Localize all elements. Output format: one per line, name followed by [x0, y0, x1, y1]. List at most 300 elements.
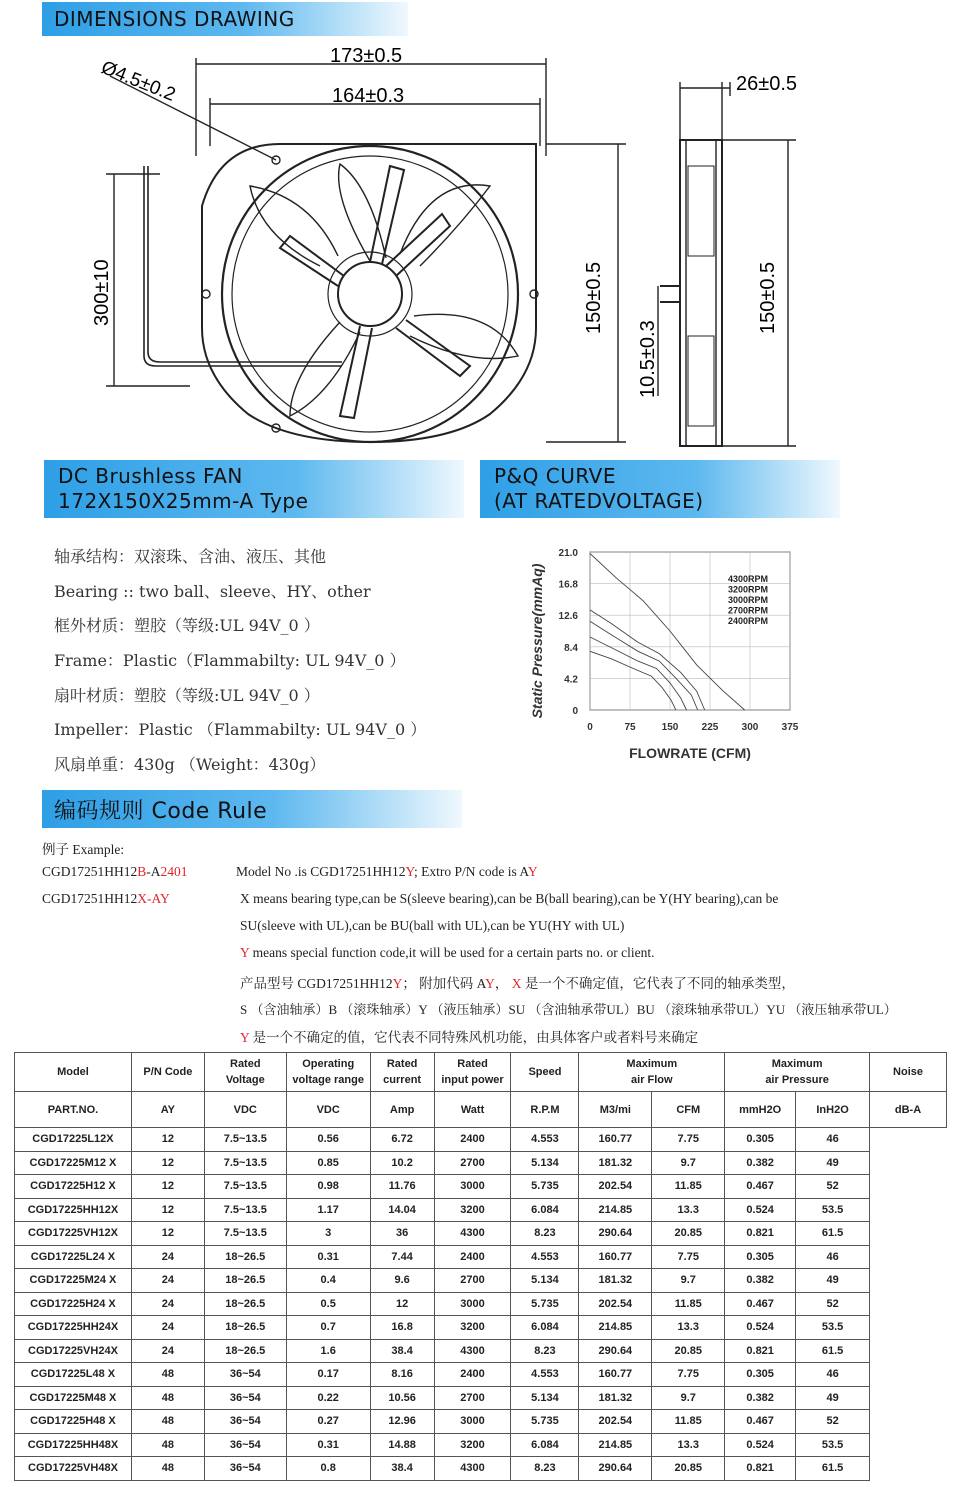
table-cell: 5.735 [511, 1410, 579, 1434]
table-cell: 0.31 [286, 1433, 370, 1457]
table-cell: 290.64 [579, 1457, 652, 1481]
x-tick-label: 150 [661, 722, 679, 733]
series-line-2700rpm [590, 637, 687, 710]
table-cell: 0.31 [286, 1245, 370, 1269]
line1-y2: Y [527, 864, 538, 879]
code-rule-line-3: SU(sleeve with UL),can be BU(ball with UL),can be YU(HY with UL) [240, 918, 625, 933]
y-tick-label: 16.8 [558, 579, 578, 591]
table-cell: 12 [131, 1222, 204, 1246]
table-cell: 4.553 [511, 1128, 579, 1152]
legend-label: 2700RPM [728, 605, 769, 616]
pq-title-line-2: (AT RATEDVOLTAGE) [494, 489, 704, 513]
table-cell: 20.85 [652, 1457, 725, 1481]
table-cell: 14.04 [370, 1198, 434, 1222]
table-cell: 61.5 [796, 1339, 870, 1363]
table-cell: 18~26.5 [204, 1245, 286, 1269]
dim-150-side-label: 150±0.5 [757, 261, 779, 334]
x-tick-label: 375 [781, 722, 799, 733]
table-cell: 5.134 [511, 1386, 579, 1410]
table-cell: 202.54 [579, 1410, 652, 1434]
table-cell: 46 [796, 1245, 870, 1269]
line4-y: Y [240, 945, 250, 960]
table-cell: 7.5~13.5 [204, 1151, 286, 1175]
table-cell: 0.467 [725, 1292, 796, 1316]
line1-a: Model No .is CGD17251HH12 [236, 864, 406, 879]
y-tick-label: 4.2 [564, 674, 578, 686]
table-cell: 202.54 [579, 1175, 652, 1199]
col-airflow [579, 1053, 725, 1092]
col-voltage-1: Rated [230, 1058, 261, 1070]
table-cell: 7.5~13.5 [204, 1128, 286, 1152]
table-cell: 0.524 [725, 1198, 796, 1222]
table-row [15, 1433, 947, 1457]
x-tick-label: 225 [701, 722, 719, 733]
table-row [15, 1386, 947, 1410]
legend-label: 3000RPM [728, 595, 769, 605]
table-cell: 0.4 [286, 1269, 370, 1293]
table-cell: 36~54 [204, 1363, 286, 1387]
table-cell: 18~26.5 [204, 1269, 286, 1293]
table-cell: 2400 [434, 1363, 511, 1387]
table-cell: 5.134 [511, 1269, 579, 1293]
code-example-2 [42, 891, 170, 907]
table-cell: 12 [131, 1198, 204, 1222]
table-row [15, 1245, 947, 1269]
line7-text: 是一个不确定的值，它代表不同特殊风机功能，由具体客户或者料号来确定 [249, 1030, 699, 1045]
dim-300-label: 300±10 [91, 259, 113, 326]
table-row [15, 1128, 947, 1152]
table-cell: 0.305 [725, 1128, 796, 1152]
table-cell: 36 [370, 1222, 434, 1246]
table-cell: 4300 [434, 1339, 511, 1363]
table-cell: 5.134 [511, 1151, 579, 1175]
table-cell: 0.17 [286, 1363, 370, 1387]
table-cell: 160.77 [579, 1363, 652, 1387]
part-number-cell: CGD17225H12 X [15, 1175, 132, 1199]
code-rule-title-text: 编码规则 Code Rule [54, 798, 268, 824]
table-cell: 0.821 [725, 1339, 796, 1363]
x-tick-label: 0 [587, 722, 593, 733]
table-cell: 3200 [434, 1198, 511, 1222]
table-cell: 1.17 [286, 1198, 370, 1222]
table-cell: 36~54 [204, 1433, 286, 1457]
table-header-row [15, 1053, 947, 1092]
table-cell: 0.5 [286, 1292, 370, 1316]
col-pressure-2: air Pressure [765, 1074, 829, 1086]
pq-title-line-1: P&Q CURVE [494, 464, 616, 488]
unit-cfm: CFM [652, 1092, 725, 1128]
part-number-cell: CGD17225H48 X [15, 1410, 132, 1434]
table-cell: 2700 [434, 1269, 511, 1293]
table-cell: 7.5~13.5 [204, 1175, 286, 1199]
table-cell: 13.3 [652, 1316, 725, 1340]
table-cell: 2400 [434, 1128, 511, 1152]
col-pressure [725, 1053, 870, 1092]
x-axis-label: FLOWRATE (CFM) [629, 745, 751, 761]
y-tick-label: 0 [572, 706, 578, 717]
table-cell: 7.5~13.5 [204, 1198, 286, 1222]
table-row [15, 1363, 947, 1387]
unit-dba: dB-A [870, 1092, 947, 1128]
table-cell: 202.54 [579, 1292, 652, 1316]
table-cell: 52 [796, 1175, 870, 1199]
col-current-1: Rated [386, 1058, 418, 1070]
col-airflow-1: Maximum [626, 1058, 678, 1070]
table-cell: 290.64 [579, 1339, 652, 1363]
table-cell: 3000 [434, 1410, 511, 1434]
table-cell: 8.23 [511, 1457, 579, 1481]
table-cell: 0.467 [725, 1175, 796, 1199]
table-cell: 0.56 [286, 1128, 370, 1152]
spec-weight: 风扇单重：430g （Weight：430g） [54, 755, 326, 775]
part-number-cell: CGD17225VH48X [15, 1457, 132, 1481]
code-rule-title [42, 790, 462, 828]
spec-frame-cn: 框外材质：塑胶（等级:UL 94V_0 ） [54, 616, 320, 636]
table-cell: 9.7 [652, 1386, 725, 1410]
table-cell: 10.56 [370, 1386, 434, 1410]
table-cell: 7.75 [652, 1128, 725, 1152]
series-line-2400rpm [590, 651, 676, 710]
table-cell: 181.32 [579, 1386, 652, 1410]
table-cell: 16.8 [370, 1316, 434, 1340]
table-cell: 8.23 [511, 1339, 579, 1363]
fan-title-line-1: DC Brushless FAN [58, 464, 243, 488]
table-cell: 290.64 [579, 1222, 652, 1246]
table-cell: 9.6 [370, 1269, 434, 1293]
table-cell: 0.85 [286, 1151, 370, 1175]
col-current [370, 1053, 434, 1092]
table-cell: 46 [796, 1128, 870, 1152]
table-cell: 3200 [434, 1316, 511, 1340]
table-cell: 4300 [434, 1222, 511, 1246]
table-cell: 0.7 [286, 1316, 370, 1340]
table-cell: 13.3 [652, 1198, 725, 1222]
table-cell: 18~26.5 [204, 1316, 286, 1340]
table-cell: 5.735 [511, 1175, 579, 1199]
line7-y: Y [240, 1030, 250, 1045]
ex1-red-2: 2401 [160, 864, 188, 879]
table-row [15, 1292, 947, 1316]
table-cell: 3000 [434, 1175, 511, 1199]
code-rule-line-7 [240, 1026, 698, 1046]
unit-vdc-2: VDC [286, 1092, 370, 1128]
table-cell: 12.96 [370, 1410, 434, 1434]
table-cell: 6.084 [511, 1433, 579, 1457]
line5-b: ； 附加代码 A [402, 976, 486, 991]
spec-list [54, 540, 474, 783]
unit-m3: M3/mi [579, 1092, 652, 1128]
table-cell: 6.084 [511, 1316, 579, 1340]
code-example-1 [42, 864, 188, 880]
part-number-cell: CGD17225VH12X [15, 1222, 132, 1246]
table-cell: 3000 [434, 1292, 511, 1316]
table-cell: 48 [131, 1433, 204, 1457]
dim-150-front-label: 150±0.5 [583, 261, 605, 334]
table-cell: 48 [131, 1410, 204, 1434]
table-row [15, 1269, 947, 1293]
line5-c: ， [494, 976, 512, 991]
code-rule-line-4 [240, 945, 655, 961]
table-cell: 13.3 [652, 1433, 725, 1457]
pq-curve-chart [520, 538, 820, 770]
legend-label: 3200RPM [728, 584, 769, 595]
table-cell: 38.4 [370, 1457, 434, 1481]
ex1-dash: -A [146, 864, 161, 879]
spec-table [14, 1052, 947, 1481]
table-cell: 181.32 [579, 1151, 652, 1175]
table-cell: 11.76 [370, 1175, 434, 1199]
part-number-cell: CGD17225M48 X [15, 1386, 132, 1410]
part-number-cell: CGD17225L48 X [15, 1363, 132, 1387]
table-row [15, 1222, 947, 1246]
dim-26-label: 26±0.5 [736, 73, 798, 95]
line5-d: 是一个不确定值，它代表了不同的轴承类型， [521, 976, 795, 991]
part-number-cell: CGD17225HH12X [15, 1198, 132, 1222]
ex2-red: X-AY [137, 891, 170, 906]
spec-impeller-cn: 扇叶材质：塑胶（等级:UL 94V_0 ） [54, 685, 320, 705]
unit-mmh2o: mmH2O [725, 1092, 796, 1128]
table-cell: 9.7 [652, 1269, 725, 1293]
table-cell: 12 [131, 1151, 204, 1175]
table-row [15, 1316, 947, 1340]
part-number-cell: CGD17225HH24X [15, 1316, 132, 1340]
spec-frame-en: Frame：Plastic（Flammabilty: UL 94V_0 ） [54, 651, 406, 671]
pn-code-cell: AY [131, 1092, 204, 1128]
col-speed: Speed [511, 1053, 579, 1092]
unit-amp: Amp [370, 1092, 434, 1128]
y-tick-label: 21.0 [558, 548, 578, 559]
table-cell: 2700 [434, 1386, 511, 1410]
table-cell: 214.85 [579, 1198, 652, 1222]
table-cell: 11.85 [652, 1175, 725, 1199]
col-current-2: current [383, 1074, 422, 1086]
table-cell: 18~26.5 [204, 1339, 286, 1363]
col-range-1: Operating [302, 1058, 355, 1070]
y-axis-label: Static Pressure(mmAq) [529, 563, 545, 719]
col-power [434, 1053, 511, 1092]
table-cell: 20.85 [652, 1339, 725, 1363]
table-cell: 9.7 [652, 1151, 725, 1175]
table-cell: 53.5 [796, 1198, 870, 1222]
col-voltage-2: Voltage [225, 1074, 265, 1086]
ex1-base: CGD17251HH12 [42, 864, 138, 879]
series-line-3200rpm [590, 610, 705, 710]
line5-y: Y [392, 976, 403, 991]
fan-hub [338, 262, 402, 326]
table-cell: 24 [131, 1316, 204, 1340]
table-row [15, 1457, 947, 1481]
dim-173-label: 173±0.5 [330, 45, 403, 67]
table-cell: 53.5 [796, 1433, 870, 1457]
table-cell: 12 [370, 1292, 434, 1316]
table-cell: 0.821 [725, 1222, 796, 1246]
table-cell: 24 [131, 1292, 204, 1316]
table-cell: 12 [131, 1175, 204, 1199]
table-cell: 1.6 [286, 1339, 370, 1363]
table-cell: 14.88 [370, 1433, 434, 1457]
table-cell: 36~54 [204, 1457, 286, 1481]
table-cell: 4.553 [511, 1245, 579, 1269]
table-row [15, 1198, 947, 1222]
table-cell: 160.77 [579, 1245, 652, 1269]
table-cell: 38.4 [370, 1339, 434, 1363]
part-number-cell: CGD17225H24 X [15, 1292, 132, 1316]
table-cell: 0.821 [725, 1457, 796, 1481]
table-cell: 20.85 [652, 1222, 725, 1246]
fan-model-title [44, 460, 464, 518]
dim-164-label: 164±0.3 [332, 85, 405, 107]
part-number-cell: CGD17225L24 X [15, 1245, 132, 1269]
table-cell: 52 [796, 1410, 870, 1434]
fan-title-line-2: 172X150X25mm-A Type [58, 489, 309, 513]
table-cell: 0.22 [286, 1386, 370, 1410]
table-cell: 0.467 [725, 1410, 796, 1434]
table-cell: 0.382 [725, 1386, 796, 1410]
line5-a: 产品型号 CGD17251HH12 [240, 976, 393, 991]
table-cell: 2400 [434, 1245, 511, 1269]
code-rule-line-2: X means bearing type,can be S(sleeve bearing),can be B(ball bearing),can be Y(HY bearing),can be [240, 891, 779, 906]
table-cell: 49 [796, 1386, 870, 1410]
unit-inh2o: InH2O [796, 1092, 870, 1128]
table-cell: 7.75 [652, 1363, 725, 1387]
col-range-2: voltage range [292, 1074, 364, 1086]
table-row [15, 1175, 947, 1199]
table-cell: 48 [131, 1386, 204, 1410]
table-cell: 214.85 [579, 1316, 652, 1340]
table-row [15, 1151, 947, 1175]
part-number-cell: CGD17225L12X [15, 1128, 132, 1152]
col-voltage-range [286, 1053, 370, 1092]
line5-x: X [511, 976, 522, 991]
table-row [15, 1339, 947, 1363]
y-tick-label: 8.4 [564, 642, 578, 654]
table-cell: 181.32 [579, 1269, 652, 1293]
table-cell: 61.5 [796, 1457, 870, 1481]
code-rule-line-6: S （含油轴承）B （滚珠轴承）Y （液压轴承）SU （含油轴承带UL）BU （滚珠轴承带UL）YU （液压轴承带UL） [240, 1002, 897, 1017]
line1-y: Y [405, 864, 415, 879]
x-tick-label: 75 [624, 722, 636, 733]
dimension-drawing [70, 36, 830, 456]
table-cell: 10.2 [370, 1151, 434, 1175]
table-cell: 7.5~13.5 [204, 1222, 286, 1246]
x-tick-label: 300 [741, 722, 759, 733]
part-number-cell: CGD17225M24 X [15, 1269, 132, 1293]
col-power-2: input power [441, 1074, 504, 1086]
table-cell: 46 [796, 1363, 870, 1387]
y-tick-label: 12.6 [558, 611, 578, 623]
table-cell: 3200 [434, 1433, 511, 1457]
table-cell: 53.5 [796, 1316, 870, 1340]
table-cell: 4.553 [511, 1363, 579, 1387]
part-number-cell: CGD17225VH24X [15, 1339, 132, 1363]
table-cell: 0.8 [286, 1457, 370, 1481]
table-cell: 0.524 [725, 1433, 796, 1457]
table-cell: 52 [796, 1292, 870, 1316]
code-rule-line-1 [236, 864, 538, 880]
legend-label: 2400RPM [728, 616, 769, 626]
table-cell: 48 [131, 1363, 204, 1387]
col-model: Model [15, 1053, 132, 1092]
table-cell: 61.5 [796, 1222, 870, 1246]
table-cell: 160.77 [579, 1128, 652, 1152]
part-number-cell: CGD17225M12 X [15, 1151, 132, 1175]
code-rule-line-5 [240, 972, 795, 992]
dimensions-drawing-title-text: DIMENSIONS DRAWING [54, 7, 295, 31]
unit-watt: Watt [434, 1092, 511, 1128]
table-cell: 49 [796, 1269, 870, 1293]
spec-bearing-en: Bearing :: two ball、sleeve、HY、other [54, 581, 371, 601]
table-cell: 0.382 [725, 1269, 796, 1293]
table-cell: 0.305 [725, 1245, 796, 1269]
table-cell: 48 [131, 1457, 204, 1481]
table-cell: 24 [131, 1245, 204, 1269]
col-pressure-1: Maximum [771, 1058, 823, 1070]
table-cell: 0.524 [725, 1316, 796, 1340]
table-cell: 5.735 [511, 1292, 579, 1316]
table-cell: 11.85 [652, 1410, 725, 1434]
unit-vdc-1: VDC [204, 1092, 286, 1128]
table-cell: 11.85 [652, 1292, 725, 1316]
table-cell: 8.16 [370, 1363, 434, 1387]
dimensions-drawing-title [42, 2, 408, 36]
code-example-label: 例子 Example: [42, 842, 125, 857]
ex1-red-1: B [137, 864, 147, 879]
fan-frame-outline [202, 144, 536, 442]
table-cell: 0.27 [286, 1410, 370, 1434]
fan-cable [144, 166, 342, 366]
table-cell: 49 [796, 1151, 870, 1175]
table-cell: 2700 [434, 1151, 511, 1175]
series-line-4300rpm [590, 554, 745, 711]
table-cell: 7.44 [370, 1245, 434, 1269]
dim-10-5-label: 10.5±0.3 [637, 320, 659, 398]
table-cell: 36~54 [204, 1410, 286, 1434]
pq-curve-title [480, 460, 840, 518]
unit-part: PART.NO. [15, 1092, 132, 1128]
series-line-3000rpm [590, 621, 698, 710]
spec-bearing-cn: 轴承结构：双滚珠、含油、液压、其他 [54, 547, 327, 566]
unit-rpm: R.P.M [511, 1092, 579, 1128]
table-cell: 0.98 [286, 1175, 370, 1199]
spec-impeller-en: Impeller：Plastic （Flammabilty: UL 94V_0 ） [54, 720, 427, 740]
table-cell: 0.305 [725, 1363, 796, 1387]
line4-text: means special function code,it will be used for a certain parts no. or client. [249, 945, 655, 960]
table-cell: 214.85 [579, 1433, 652, 1457]
part-number-cell: CGD17225HH48X [15, 1433, 132, 1457]
table-cell: 3 [286, 1222, 370, 1246]
table-cell: 24 [131, 1269, 204, 1293]
col-voltage [204, 1053, 286, 1092]
col-power-1: Rated [457, 1058, 488, 1070]
line5-y2: Y [485, 976, 495, 991]
col-airflow-2: air Flow [631, 1074, 673, 1086]
table-cell: 12 [131, 1128, 204, 1152]
ex2-base: CGD17251HH12 [42, 891, 138, 906]
table-cell: 0.382 [725, 1151, 796, 1175]
table-cell: 6.72 [370, 1128, 434, 1152]
legend-label: 4300RPM [728, 574, 769, 584]
dim-hole-label: Ø4.5±0.2 [98, 57, 179, 106]
table-row [15, 1410, 947, 1434]
table-cell: 4300 [434, 1457, 511, 1481]
table-unit-row [15, 1092, 947, 1128]
table-cell: 36~54 [204, 1386, 286, 1410]
table-cell: 18~26.5 [204, 1292, 286, 1316]
line1-b: ; Extro P/N code is A [414, 864, 528, 879]
col-noise: Noise [870, 1053, 947, 1092]
table-cell: 7.75 [652, 1245, 725, 1269]
table-cell: 8.23 [511, 1222, 579, 1246]
